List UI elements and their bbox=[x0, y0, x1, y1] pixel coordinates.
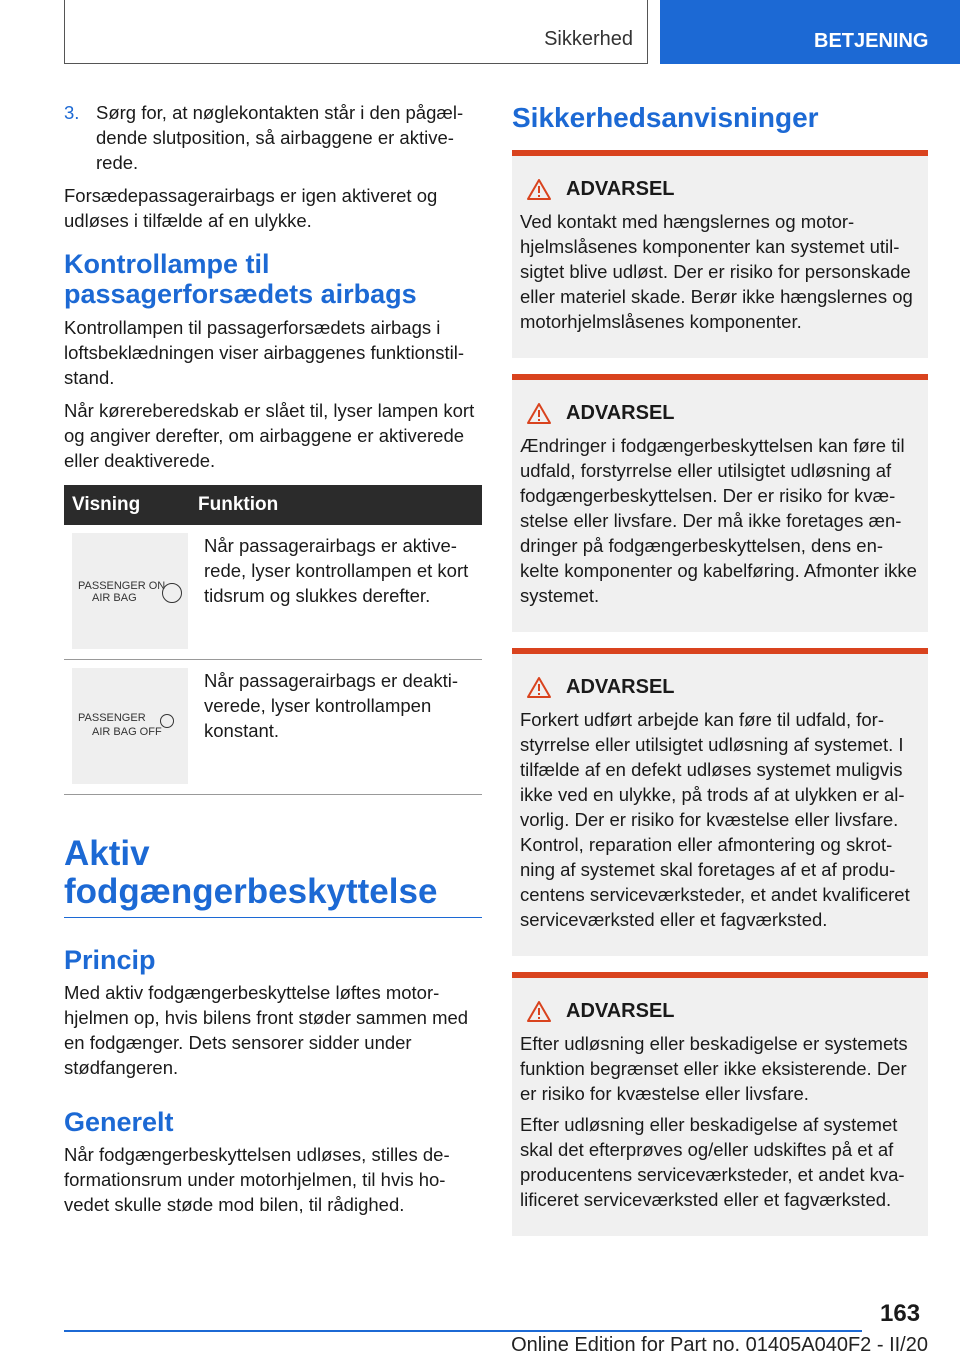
panel-label: PASSENGER bbox=[78, 712, 146, 724]
warning-box bbox=[512, 374, 928, 632]
warning-header bbox=[520, 676, 920, 699]
section-heading-wrap bbox=[64, 835, 482, 918]
step-3 bbox=[64, 100, 482, 175]
heading-general: Generelt bbox=[64, 1107, 174, 1137]
table-row bbox=[64, 660, 482, 795]
panel-label: AIR BAG bbox=[92, 592, 137, 604]
step-number: 3. bbox=[64, 102, 80, 123]
warning-header bbox=[520, 402, 920, 425]
chapter-tab[interactable] bbox=[660, 0, 960, 64]
warning-box bbox=[512, 150, 928, 358]
warning-text: Forkert udført arbejde kan føre til udfald, for-styrrelse eller utilsigtet udløsning af systemet. I tilfælde af en defekt udløses systemet muligvis ikke ved en ulykke, på trods af at ulykken er al-vorlig. Der er risiko for kvæstelse eller livsfare. Kontrol, reparation eller afmontering og skrot-ning af systemet skal foretages af et af produ-centens serviceværksteder, et andet kvalificeret serviceværksted eller et fagværksted. bbox=[520, 709, 910, 930]
right-column bbox=[512, 100, 928, 1252]
table-row bbox=[64, 525, 482, 660]
warning-box bbox=[512, 972, 928, 1236]
warning-triangle-icon bbox=[526, 676, 552, 699]
table-cell-function: Når passagerairbags er aktive-rede, lyser kontrollampen et kort tidsrum og slukkes derefter. bbox=[190, 525, 482, 660]
warning-header bbox=[520, 178, 920, 201]
warning-text: Ved kontakt med hængslernes og motor-hjelmslåsenes komponenter kan systemet util-sigtet blive udløst. Der er risiko for personskade eller materiel skade. Berør ikke hængslernes og motorhjelmslåsenes komponenter. bbox=[520, 211, 913, 332]
table-header-display: Visning bbox=[64, 485, 190, 525]
warning-label: ADVARSEL bbox=[566, 1000, 675, 1022]
chapter-tab-label: BETJENING bbox=[814, 29, 929, 52]
airbag-off-icon bbox=[160, 714, 174, 728]
heading-principle: Princip bbox=[64, 945, 156, 975]
warning-label: ADVARSEL bbox=[566, 178, 675, 200]
heading-safety-instructions: Sikkerhedsanvisninger bbox=[512, 102, 819, 133]
warning-triangle-icon bbox=[526, 1000, 552, 1023]
paragraph-reactivated: Forsædepassagerairbags er igen aktiveret og udløses i tilfælde af en ulykke. bbox=[64, 185, 438, 231]
warning-text: Efter udløsning eller beskadigelse er systemets funktion begrænset eller ikke eksisterende. Der er risiko for kvæstelse eller livsfare. bbox=[520, 1033, 908, 1104]
paragraph-principle: Med aktiv fodgængerbeskyttelse løftes motor-hjelmen op, hvis bilens front støder sammen med en fodgænger. Dets sensorer sidder under stødfangeren. bbox=[64, 982, 469, 1078]
heading-active-pedestrian-protection: Aktiv fodgængerbeskyttelse bbox=[64, 834, 438, 911]
table-cell-image bbox=[64, 660, 190, 795]
footer-edition: Online Edition for Part no. 01405A040F2 - II/20 bbox=[511, 1334, 928, 1356]
left-column bbox=[64, 100, 482, 1225]
warning-text: Efter udløsning eller beskadigelse af systemet skal det efterprøves og/eller udskiftes på et af producentens serviceværksteder, et andet kva-lificeret serviceværksted eller et fagværksted. bbox=[520, 1114, 905, 1210]
footer-divider bbox=[64, 1330, 862, 1332]
table-header-function: Funktion bbox=[190, 485, 482, 525]
header-section-title: Sikkerhed bbox=[544, 28, 633, 50]
panel-label: PASSENGER ON bbox=[78, 580, 166, 592]
header-box bbox=[64, 0, 648, 64]
panel-label: AIR BAG OFF bbox=[92, 726, 162, 738]
lamp-table bbox=[64, 485, 482, 795]
step-text: Sørg for, at nøglekontakten står i den pågæl-dende slutposition, så airbaggene er aktive-rede. bbox=[96, 102, 464, 173]
warning-text: Ændringer i fodgængerbeskyttelsen kan føre til udfald, forstyrrelse eller utilsigtet udløsning af fodgængerbeskyttelsen. Der er risiko for kvæ-stelse eller livsfare. Der må ikke foretages æn-dringer på fodgængerbeskyttelsen, dens en-kelte komponenter og kabelføring. Afmonter ikke systemet. bbox=[520, 435, 917, 606]
heading-control-lamp: Kontrollampe til passagerforsædets airbags bbox=[64, 249, 417, 309]
warning-box bbox=[512, 648, 928, 956]
warning-label: ADVARSEL bbox=[566, 402, 675, 424]
paragraph-lamp-1: Kontrollampen til passagerforsædets airbags i loftsbeklædningen viser airbaggenes funktionstil-stand. bbox=[64, 317, 465, 388]
paragraph-lamp-2: Når kørereberedskab er slået til, lyser lampen kort og angiver derefter, om airbaggene er aktiverede eller deaktiverede. bbox=[64, 400, 475, 471]
table-header-row bbox=[64, 485, 482, 525]
airbag-off-indicator bbox=[72, 668, 188, 784]
warning-triangle-icon bbox=[526, 402, 552, 425]
airbag-on-indicator bbox=[72, 533, 188, 649]
warning-label: ADVARSEL bbox=[566, 676, 675, 698]
airbag-icon bbox=[162, 583, 182, 603]
warning-header bbox=[520, 1000, 920, 1023]
page-number: 163 bbox=[880, 1300, 921, 1327]
table-cell-function: Når passagerairbags er deakti-verede, lyser kontrollampen konstant. bbox=[190, 660, 482, 795]
paragraph-general: Når fodgængerbeskyttelsen udløses, stilles de-formationsrum under motorhjelmen, til hvis ho-vedet skulle støde mod bilen, til rådighed. bbox=[64, 1144, 450, 1215]
warning-triangle-icon bbox=[526, 178, 552, 201]
table-cell-image bbox=[64, 525, 190, 660]
